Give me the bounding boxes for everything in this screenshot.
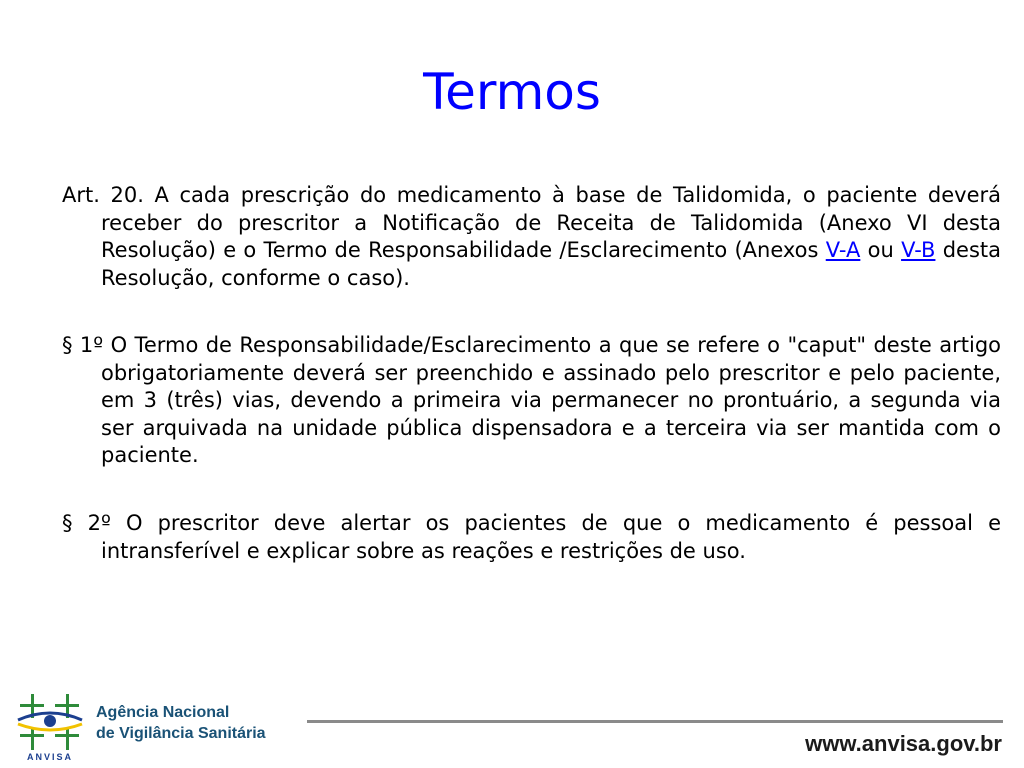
agency-line-2: de Vigilância Sanitária bbox=[96, 725, 266, 742]
footer-divider bbox=[307, 720, 1003, 723]
annex-v-a-link[interactable]: V-A bbox=[825, 238, 861, 262]
article-20-conjunction: ou bbox=[860, 238, 902, 262]
slide-title: Termos bbox=[423, 63, 601, 121]
paragraph-1: § 1º O Termo de Responsabilidade/Esclarecimento a que se refere o "caput" deste artigo obrigatoriamente deverá ser preenchido e assinado pelo prescritor e pelo paciente, em 3 (três) vias, devendo a primeira via permanecer no prontuário, a segunda via ser arquivada na unidade pública dispensadora e a terceira via ser mantida com o paciente. bbox=[62, 333, 1001, 467]
article-20-tail: desta Resolução, conforme o caso). bbox=[101, 238, 1001, 290]
annex-v-b-link[interactable]: V-B bbox=[901, 238, 936, 262]
article-20-text: Art. 20. A cada prescrição do medicamento à base de Talidomida, o paciente deverá receber do prescritor a Notificação de Receita de Talidomida (Anexo VI desta Resolução) e o Termo de Responsabilidade /Esclarecimento (Anexos bbox=[62, 183, 1001, 262]
agency-line-1: Agência Nacional bbox=[96, 704, 230, 721]
paragraph-2: § 2º O prescritor deve alertar os pacientes de que o medicamento é pessoal e intransferível e explicar sobre as reações e restrições de uso. bbox=[62, 511, 1001, 563]
footer-url[interactable]: www.anvisa.gov.br bbox=[805, 731, 1002, 756]
anvisa-logo-icon bbox=[14, 690, 86, 762]
article-20-paragraph bbox=[62, 182, 1001, 292]
logo-text: ANVISA bbox=[26, 752, 74, 762]
agency-name bbox=[96, 702, 266, 744]
